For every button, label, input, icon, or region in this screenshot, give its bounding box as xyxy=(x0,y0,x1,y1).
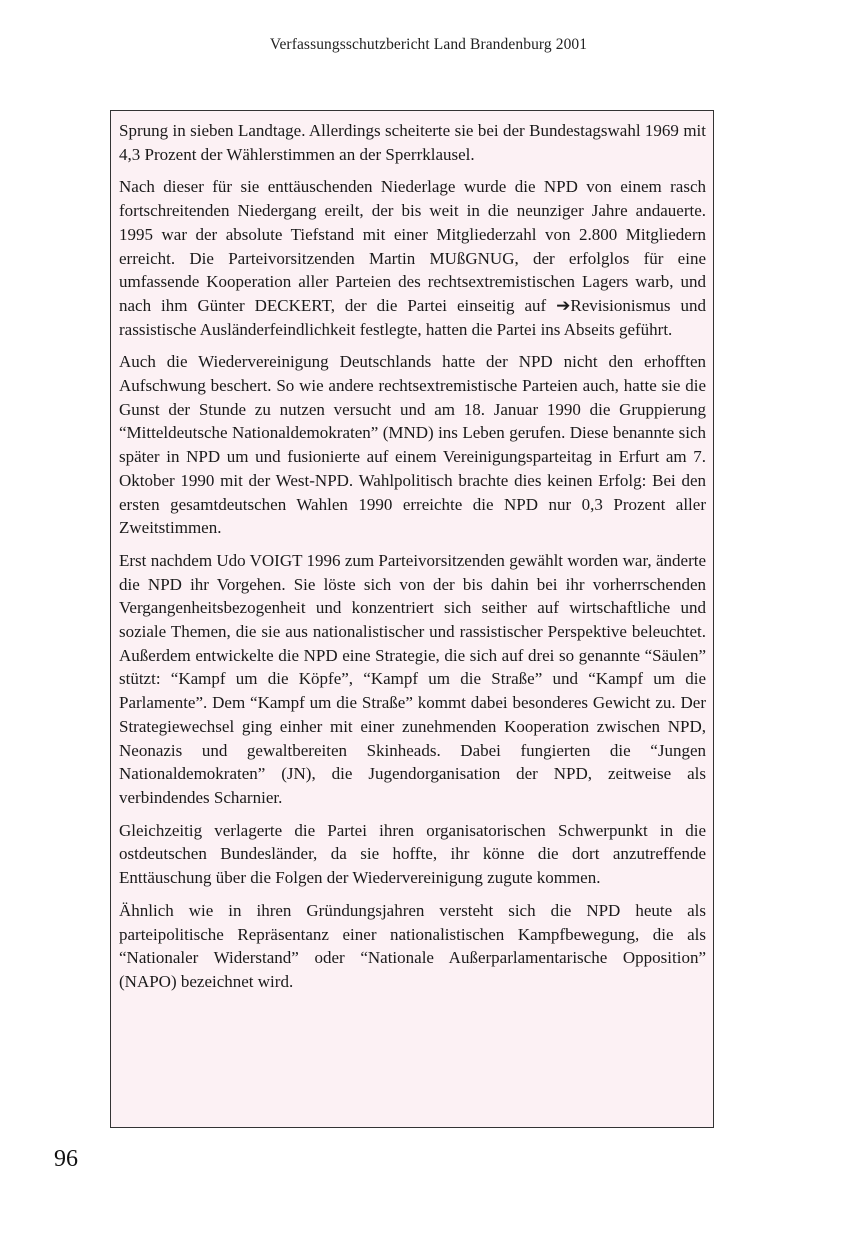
paragraph-3: Auch die Wiedervereinigung Deutschlands hatte der NPD nicht den erhofften Aufschwung beschert. So wie andere rechtsextremistische Parteien auch, hatte sie die Gunst der Stunde zu nutzen versucht und am 18. Januar 1990 die Gruppierung “Mitteldeutsche Nationaldemokraten” (MND) ins Leben gerufen. Diese benannte sich später in NPD um und fusionierte auf einem Vereinigungsparteitag in Erfurt am 7. Oktober 1990 mit der West-NPD. Wahlpolitisch brachte dies keinen Erfolg: Bei den ersten gesamtdeutschen Wahlen 1990 erreichte die NPD nur 0,3 Prozent aller Zweitstimmen. xyxy=(119,352,706,538)
paragraph-6: Ähnlich wie in ihren Gründungsjahren versteht sich die NPD heute als parteipolitische Repräsentanz einer nationalistischen Kampfbewegung, die als “Nationaler Widerstand” oder “Nationale Außerparlamentarische Opposition” (NAPO) bezeichnet wird. xyxy=(119,900,706,991)
running-header: Verfassungsschutzbericht Land Brandenburg 2001 xyxy=(269,36,588,53)
page-number: 96 xyxy=(54,1146,78,1172)
info-box xyxy=(110,110,714,1128)
paragraph-1: Sprung in sieben Landtage. Allerdings scheiterte sie bei der Bundestagswahl 1969 mit 4,3 Prozent der Wählerstimmen an der Sperrklausel. xyxy=(119,121,706,164)
paragraph-5: Gleichzeitig verlagerte die Partei ihren organisatorischen Schwerpunkt in die ostdeutschen Bundesländer, da sie hoffte, ihr könne die dort anzutreffende Enttäuschung über die Folgen der Wiedervereinigung zugute kommen. xyxy=(119,820,706,888)
paragraph-2: Nach dieser für sie enttäuschenden Niederlage wurde die NPD von einem rasch fortschreitenden Niedergang ereilt, der bis weit in die neunziger Jahre andauerte. 1995 war der absolute Tiefstand mit einer Mitgliederzahl von 2.800 Mitgliedern erreicht. Die Parteivorsitzenden Martin MUßGNUG, der erfolglos für eine umfassende Kooperation aller Parteien des rechtsextremistischen Lagers warb, und nach ihm Günter DECKERT, der die Partei einseitig auf ➔Revisionismus und rassistische Ausländerfeindlichkeit festlegte, hatten die Partei ins Abseits geführt. xyxy=(119,177,706,339)
paragraph-4: Erst nachdem Udo VOIGT 1996 zum Parteivorsitzenden gewählt worden war, änderte die NPD ihr Vorgehen. Sie löste sich von der bis dahin bei ihr vorherrschenden Vergangenheitsbezogenheit und konzentriert sich seither auf wirtschaftliche und soziale Themen, die sie aus nationalistischer und rassistischer Perspektive beleuchtet. Außerdem entwickelte die NPD eine Strategie, die sich auf drei so genannte “Säulen” stützt: “Kampf um die Köpfe”, “Kampf um die Straße” und “Kampf um die Parlamente”. Dem “Kampf um die Straße” kommt dabei besonderes Gewicht zu. Der Strategiewechsel ging einher mit einer zunehmenden Kooperation zwischen NPD, Neonazis und gewaltbereiten Skinheads. Dabei fungierten die “Jungen Nationaldemokraten” (JN), die Jugendorganisation der NPD, zeitweise als verbindendes Scharnier. xyxy=(119,550,706,807)
